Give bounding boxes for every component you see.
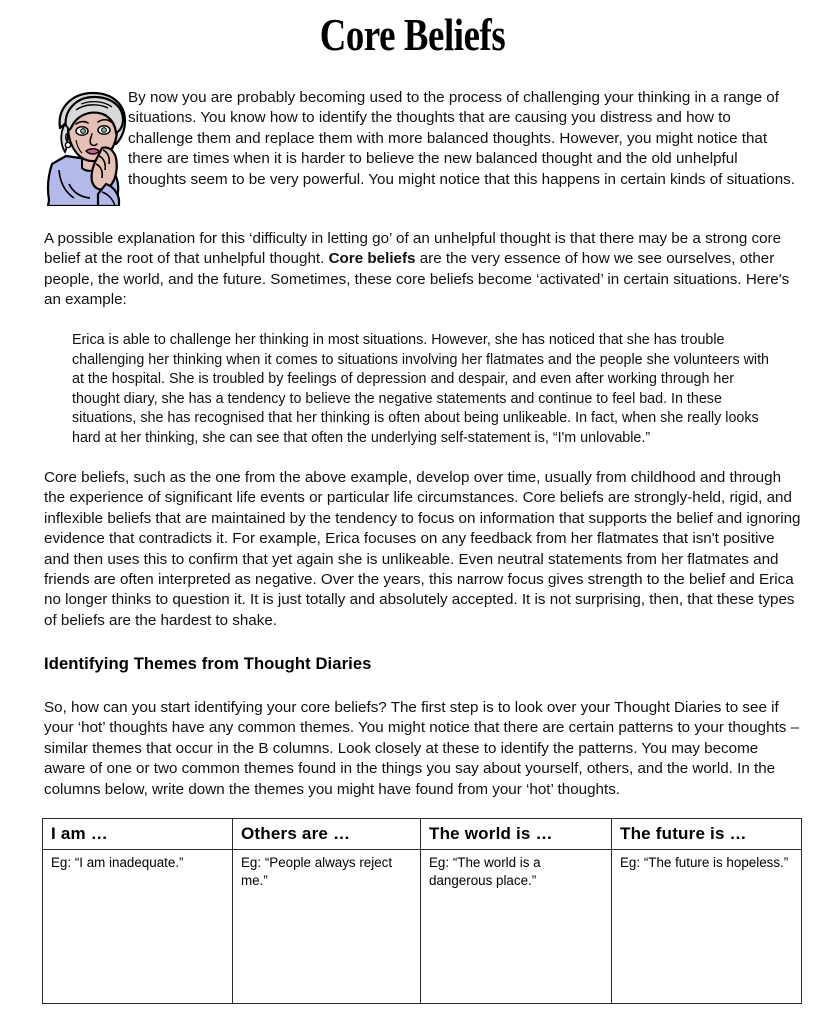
answer-cell-the-world-is[interactable]: Eg: “The world is a dangerous place.” — [421, 850, 612, 1004]
column-header-the-future-is: The future is … — [612, 819, 802, 850]
explanation-paragraph — [44, 229, 801, 311]
themes-table-header-row — [43, 819, 802, 850]
intro-paragraph: By now you are probably becoming used to the process of challenging your thinking in a range of situations. You know how to identify the thoughts that are causing you distress and how to challenge them and replace them with more balanced thoughts. However, you might notice that there are times when it is harder to believe the new balanced thought and the old unhelpful thoughts seem to be very powerful. You might notice that this happens in certain kinds of situations. — [128, 89, 795, 188]
core-belief-development-paragraph: Core beliefs, such as the one from the above example, develop over time, usually from childhood and through the experience of significant life events or particular life circumstances. Core beliefs are strongly-held, rigid, and inflexible beliefs that are maintained by the tendency to focus on information that supports the belief and ignoring evidence that contradicts it. For example, Erica focuses on any feedback from her flatmates that isn't positive and then uses this to confirm that yet again she is unlikeable. Even neutral statements from her flatmates and friends are often interpreted as negative. Over the years, this narrow focus gives strength to the belief and Erica no longer thinks to question it. It is just totally and absolutely accepted. It is not surprising, then, that these types of beliefs are the hardest to shake. — [44, 469, 801, 629]
explanation-text-part-1: A possible explanation for this ‘difficulty in letting go’ of an unhelpful thought is that there may be a strong core belief at the root of that unhelpful thought. — [44, 230, 782, 268]
column-header-i-am: I am … — [43, 819, 233, 850]
thoughtful-woman-illustration — [46, 88, 130, 206]
page-title: Core Beliefs — [319, 9, 506, 60]
section-heading-identifying-themes: Identifying Themes from Thought Diaries — [44, 654, 372, 673]
column-header-the-world-is: The world is … — [421, 819, 612, 850]
erica-example-paragraph: Erica is able to challenge her thinking in most situations. However, she has noticed that she has trouble challenging her thinking when it comes to situations involving her flatmates and the people she volunteers with at the hospital. She is troubled by feelings of depression and despair, and even after working through her thought diary, she has a tendency to believe the negative statements and continue to feel bad. In these situations, she has recognised that her thinking is often about being unlikeable. In fact, when she really looks hard at her thinking, she can see that often the underlying self-statement is, “I'm unlovable.” — [72, 332, 769, 446]
core-beliefs-emphasis: Core beliefs — [328, 250, 416, 268]
thoughtful-woman-icon — [46, 88, 130, 206]
answer-cell-others-are[interactable]: Eg: “People always reject me.” — [233, 850, 421, 1004]
answer-cell-i-am[interactable]: Eg: “I am inadequate.” — [43, 850, 233, 1004]
column-header-others-are: Others are … — [233, 819, 421, 850]
answer-cell-the-future-is[interactable]: Eg: “The future is hopeless.” — [612, 850, 802, 1004]
themes-table-body — [43, 850, 802, 1004]
themes-worksheet-table — [42, 818, 802, 1004]
explanation-text-part-2: are the very essence of how we see ourselves, other people, the world, and the future. Sometimes, these core beliefs become ‘activated’ in certain situations. Here's an example: — [44, 250, 790, 309]
table-row — [43, 850, 802, 1004]
identifying-themes-paragraph: So, how can you start identifying your core beliefs? The first step is to look over your Thought Diaries to see if your ‘hot’ thoughts have any common themes. You might notice that there are certain patterns to your thoughts – similar themes that occur in the B columns. Look closely at these to identify the patterns. You may become aware of one or two common themes found in the things you say about yourself, others, and the world. In the columns below, write down the themes you might have found from your ‘hot’ thoughts. — [44, 699, 800, 798]
